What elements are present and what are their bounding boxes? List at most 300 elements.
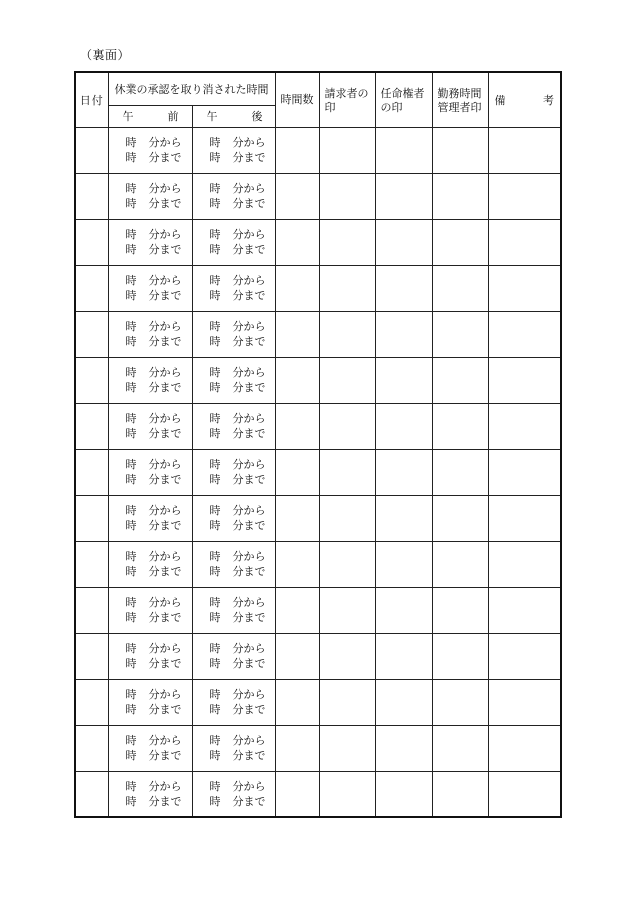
hour-label: 時: [125, 458, 137, 471]
afternoon-until-line: [210, 380, 275, 395]
minute-from-label: 分から: [232, 182, 266, 195]
morning-header-char2: 前: [167, 110, 179, 123]
morning-time-cell[interactable]: [108, 587, 192, 633]
minute-until-label: 分まで: [232, 749, 266, 762]
hour-label: 時: [209, 228, 221, 241]
minute-until-label: 分まで: [148, 565, 182, 578]
minute-until-label: 分まで: [148, 381, 182, 394]
appointer-seal-cell[interactable]: [375, 357, 432, 403]
minute-until-label: 分まで: [232, 565, 266, 578]
minute-from-label: 分から: [148, 688, 182, 701]
minute-until-label: 分まで: [232, 335, 266, 348]
hour-label: 時: [209, 151, 221, 164]
morning-from-line: [126, 227, 192, 242]
morning-from-line: [126, 687, 192, 702]
hour-label: 時: [209, 274, 221, 287]
requester-seal-cell[interactable]: [319, 771, 375, 817]
manager-seal-cell[interactable]: [432, 771, 488, 817]
hours-cell[interactable]: [275, 357, 319, 403]
manager-seal-cell[interactable]: [432, 219, 488, 265]
date-cell[interactable]: [75, 771, 108, 817]
minute-from-label: 分から: [232, 688, 266, 701]
morning-time-cell[interactable]: [108, 633, 192, 679]
minute-until-label: 分まで: [232, 794, 266, 808]
afternoon-time-cell[interactable]: [192, 495, 275, 541]
hour-label: 時: [125, 274, 137, 287]
requester-seal-cell[interactable]: [319, 495, 375, 541]
table-row: [75, 265, 561, 311]
manager-header-line1: 勤務時間: [437, 87, 482, 100]
requester-seal-cell[interactable]: [319, 403, 375, 449]
remarks-cell[interactable]: [488, 633, 561, 679]
morning-time-cell[interactable]: [108, 311, 192, 357]
afternoon-from-line: [210, 733, 275, 748]
morning-until-line: [126, 472, 192, 487]
afternoon-time-cell[interactable]: [192, 449, 275, 495]
morning-until-line: [126, 794, 192, 809]
date-cell[interactable]: [75, 357, 108, 403]
hour-label: 時: [209, 642, 221, 655]
afternoon-from-line: [210, 319, 275, 334]
minute-until-label: 分まで: [148, 289, 182, 302]
remarks-cell[interactable]: [488, 357, 561, 403]
afternoon-from-line: [210, 135, 275, 150]
manager-seal-cell[interactable]: [432, 633, 488, 679]
requester-seal-cell[interactable]: [319, 127, 375, 173]
hour-label: 時: [209, 458, 221, 471]
hour-label: 時: [125, 749, 137, 762]
afternoon-from-line: [210, 457, 275, 472]
remarks-cell[interactable]: [488, 679, 561, 725]
minute-until-label: 分まで: [148, 657, 182, 670]
appointer-seal-cell[interactable]: [375, 219, 432, 265]
morning-until-line: [126, 380, 192, 395]
manager-seal-cell[interactable]: [432, 495, 488, 541]
hour-label: 時: [209, 289, 221, 302]
minute-from-label: 分から: [148, 182, 182, 195]
afternoon-time-cell[interactable]: [192, 219, 275, 265]
remarks-cell[interactable]: [488, 449, 561, 495]
minute-from-label: 分から: [148, 458, 182, 471]
hours-cell[interactable]: [275, 495, 319, 541]
remarks-cell[interactable]: [488, 403, 561, 449]
morning-from-line: [126, 135, 192, 150]
hours-cell[interactable]: [275, 725, 319, 771]
afternoon-until-line: [210, 702, 275, 717]
minute-from-label: 分から: [232, 366, 266, 379]
table-row: [75, 587, 561, 633]
morning-time-cell[interactable]: [108, 725, 192, 771]
afternoon-until-line: [210, 150, 275, 165]
date-cell[interactable]: [75, 403, 108, 449]
hours-cell[interactable]: [275, 679, 319, 725]
table-row: [75, 403, 561, 449]
appointer-seal-cell[interactable]: [375, 449, 432, 495]
minute-until-label: 分まで: [148, 703, 182, 716]
morning-from-line: [126, 365, 192, 380]
minute-from-label: 分から: [232, 274, 266, 287]
requester-seal-cell[interactable]: [319, 265, 375, 311]
minute-until-label: 分まで: [232, 197, 266, 210]
appointer-header-line1: 任命権者: [380, 87, 425, 100]
hour-label: 時: [209, 657, 221, 670]
hours-cell[interactable]: [275, 587, 319, 633]
afternoon-from-line: [210, 273, 275, 288]
minute-until-label: 分まで: [232, 657, 266, 670]
date-cell[interactable]: [75, 541, 108, 587]
appointer-seal-column-header: [375, 72, 432, 127]
requester-seal-cell[interactable]: [319, 449, 375, 495]
hour-label: 時: [125, 427, 137, 440]
manager-seal-cell[interactable]: [432, 587, 488, 633]
remarks-cell[interactable]: [488, 587, 561, 633]
afternoon-column-header: [192, 105, 275, 127]
afternoon-until-line: [210, 610, 275, 625]
hour-label: 時: [209, 243, 221, 256]
hour-label: 時: [125, 734, 137, 747]
minute-from-label: 分から: [232, 458, 266, 471]
table-row: [75, 541, 561, 587]
requester-seal-cell[interactable]: [319, 633, 375, 679]
hour-label: 時: [209, 779, 221, 793]
remarks-header-char2: 考: [543, 93, 554, 107]
afternoon-header-char2: 後: [251, 110, 263, 123]
minute-from-label: 分から: [232, 504, 266, 517]
afternoon-time-cell[interactable]: [192, 265, 275, 311]
minute-until-label: 分まで: [232, 519, 266, 532]
afternoon-time-cell[interactable]: [192, 403, 275, 449]
appointer-seal-cell[interactable]: [375, 265, 432, 311]
minute-from-label: 分から: [232, 412, 266, 425]
hour-label: 時: [125, 228, 137, 241]
appointer-seal-cell[interactable]: [375, 725, 432, 771]
hours-cell[interactable]: [275, 219, 319, 265]
morning-from-line: [126, 181, 192, 196]
afternoon-from-line: [210, 181, 275, 196]
minute-from-label: 分から: [232, 596, 266, 609]
remarks-cell[interactable]: [488, 219, 561, 265]
minute-until-label: 分まで: [232, 151, 266, 164]
afternoon-from-line: [210, 641, 275, 656]
minute-until-label: 分まで: [148, 335, 182, 348]
hours-cell[interactable]: [275, 127, 319, 173]
requester-seal-cell[interactable]: [319, 587, 375, 633]
hour-label: 時: [125, 688, 137, 701]
afternoon-until-line: [210, 334, 275, 349]
hour-label: 時: [209, 136, 221, 149]
minute-until-label: 分まで: [232, 703, 266, 716]
morning-from-line: [126, 273, 192, 288]
afternoon-until-line: [210, 748, 275, 763]
minute-until-label: 分まで: [232, 243, 266, 256]
hour-label: 時: [125, 473, 137, 486]
revoked-leave-hours-table: [74, 71, 562, 818]
hour-label: 時: [125, 565, 137, 578]
morning-until-line: [126, 518, 192, 533]
afternoon-time-cell[interactable]: [192, 725, 275, 771]
minute-from-label: 分から: [148, 642, 182, 655]
appointer-header-line2: の印: [380, 101, 403, 114]
hour-label: 時: [125, 794, 137, 808]
remarks-cell[interactable]: [488, 725, 561, 771]
morning-until-line: [126, 426, 192, 441]
table-row: [75, 771, 561, 817]
minute-from-label: 分から: [148, 136, 182, 149]
afternoon-time-cell[interactable]: [192, 127, 275, 173]
minute-until-label: 分まで: [148, 519, 182, 532]
morning-time-cell[interactable]: [108, 403, 192, 449]
hour-label: 時: [209, 519, 221, 532]
morning-until-line: [126, 610, 192, 625]
afternoon-from-line: [210, 503, 275, 518]
date-cell[interactable]: [75, 633, 108, 679]
morning-from-line: [126, 503, 192, 518]
minute-from-label: 分から: [232, 228, 266, 241]
hour-label: 時: [209, 688, 221, 701]
date-cell[interactable]: [75, 173, 108, 219]
minute-from-label: 分から: [148, 274, 182, 287]
morning-header-char1: 午: [122, 110, 134, 123]
morning-until-line: [126, 196, 192, 211]
hour-label: 時: [209, 197, 221, 210]
table-row: [75, 311, 561, 357]
afternoon-header-char1: 午: [206, 110, 218, 123]
table-row: [75, 633, 561, 679]
hours-cell[interactable]: [275, 771, 319, 817]
hour-label: 時: [125, 335, 137, 348]
morning-from-line: [126, 411, 192, 426]
afternoon-from-line: [210, 227, 275, 242]
hour-label: 時: [125, 657, 137, 670]
afternoon-time-cell[interactable]: [192, 541, 275, 587]
afternoon-time-cell[interactable]: [192, 633, 275, 679]
minute-from-label: 分から: [232, 136, 266, 149]
hour-label: 時: [125, 151, 137, 164]
afternoon-from-line: [210, 411, 275, 426]
minute-until-label: 分まで: [148, 749, 182, 762]
appointer-seal-cell[interactable]: [375, 633, 432, 679]
hour-label: 時: [125, 703, 137, 716]
hour-label: 時: [125, 182, 137, 195]
afternoon-time-cell[interactable]: [192, 311, 275, 357]
morning-time-cell[interactable]: [108, 449, 192, 495]
revoked-time-group-header: 休業の承認を取り消された時間: [108, 72, 275, 105]
appointer-seal-cell[interactable]: [375, 173, 432, 219]
minute-from-label: 分から: [148, 504, 182, 517]
manager-seal-cell[interactable]: [432, 541, 488, 587]
hour-label: 時: [209, 565, 221, 578]
morning-from-line: [126, 457, 192, 472]
minute-until-label: 分まで: [148, 611, 182, 624]
hour-label: 時: [125, 197, 137, 210]
minute-from-label: 分から: [148, 734, 182, 747]
hour-label: 時: [125, 412, 137, 425]
appointer-seal-cell[interactable]: [375, 403, 432, 449]
hours-column-header: 時間数: [275, 72, 319, 127]
hour-label: 時: [125, 550, 137, 563]
hour-label: 時: [209, 550, 221, 563]
afternoon-time-cell[interactable]: [192, 357, 275, 403]
hours-cell[interactable]: [275, 265, 319, 311]
manager-seal-cell[interactable]: [432, 449, 488, 495]
hour-label: 時: [209, 794, 221, 808]
table-row: [75, 495, 561, 541]
afternoon-from-line: [210, 365, 275, 380]
minute-from-label: 分から: [148, 412, 182, 425]
remarks-cell[interactable]: [488, 173, 561, 219]
requester-seal-cell[interactable]: [319, 541, 375, 587]
table-row: [75, 449, 561, 495]
morning-from-line: [126, 733, 192, 748]
morning-until-line: [126, 288, 192, 303]
afternoon-until-line: [210, 656, 275, 671]
morning-from-line: [126, 319, 192, 334]
minute-from-label: 分から: [232, 320, 266, 333]
date-cell[interactable]: [75, 449, 108, 495]
minute-until-label: 分まで: [148, 427, 182, 440]
hour-label: 時: [209, 182, 221, 195]
morning-time-cell[interactable]: [108, 219, 192, 265]
hour-label: 時: [125, 611, 137, 624]
morning-until-line: [126, 702, 192, 717]
morning-time-cell[interactable]: [108, 173, 192, 219]
morning-time-cell[interactable]: [108, 771, 192, 817]
appointer-seal-cell[interactable]: [375, 311, 432, 357]
manager-seal-cell[interactable]: [432, 403, 488, 449]
minute-until-label: 分まで: [232, 289, 266, 302]
remarks-cell[interactable]: [488, 771, 561, 817]
appointer-seal-cell[interactable]: [375, 127, 432, 173]
requester-seal-cell[interactable]: [319, 173, 375, 219]
morning-time-cell[interactable]: [108, 679, 192, 725]
morning-time-cell[interactable]: [108, 541, 192, 587]
hour-label: 時: [209, 335, 221, 348]
morning-from-line: [126, 549, 192, 564]
date-cell[interactable]: [75, 219, 108, 265]
requester-seal-cell[interactable]: [319, 725, 375, 771]
afternoon-from-line: [210, 687, 275, 702]
hour-label: 時: [209, 611, 221, 624]
table-body: [75, 127, 561, 817]
morning-time-cell[interactable]: [108, 357, 192, 403]
minute-until-label: 分まで: [148, 794, 182, 808]
date-cell[interactable]: [75, 265, 108, 311]
date-cell[interactable]: [75, 311, 108, 357]
afternoon-from-line: [210, 549, 275, 564]
morning-until-line: [126, 656, 192, 671]
hour-label: 時: [125, 381, 137, 394]
appointer-seal-cell[interactable]: [375, 679, 432, 725]
minute-until-label: 分まで: [232, 473, 266, 486]
remarks-cell[interactable]: [488, 541, 561, 587]
minute-from-label: 分から: [148, 596, 182, 609]
afternoon-until-line: [210, 196, 275, 211]
remarks-cell[interactable]: [488, 311, 561, 357]
remarks-cell[interactable]: [488, 265, 561, 311]
minute-until-label: 分まで: [232, 427, 266, 440]
appointer-seal-cell[interactable]: [375, 587, 432, 633]
date-cell[interactable]: [75, 679, 108, 725]
minute-until-label: 分まで: [148, 197, 182, 210]
morning-until-line: [126, 242, 192, 257]
minute-until-label: 分まで: [232, 381, 266, 394]
date-cell[interactable]: [75, 127, 108, 173]
hour-label: 時: [125, 366, 137, 379]
manager-seal-cell[interactable]: [432, 173, 488, 219]
hours-cell[interactable]: [275, 541, 319, 587]
date-cell[interactable]: [75, 495, 108, 541]
afternoon-time-cell[interactable]: [192, 771, 275, 817]
afternoon-until-line: [210, 242, 275, 257]
hour-label: 時: [209, 366, 221, 379]
hour-label: 時: [125, 642, 137, 655]
manager-seal-cell[interactable]: [432, 725, 488, 771]
requester-header-line2: 印: [324, 101, 336, 114]
manager-seal-cell[interactable]: [432, 357, 488, 403]
hours-cell[interactable]: [275, 311, 319, 357]
table-row: [75, 219, 561, 265]
afternoon-until-line: [210, 518, 275, 533]
appointer-seal-cell[interactable]: [375, 541, 432, 587]
table-row: [75, 357, 561, 403]
afternoon-from-line: [210, 595, 275, 610]
afternoon-time-cell[interactable]: [192, 679, 275, 725]
hour-label: 時: [209, 381, 221, 394]
afternoon-from-line: [210, 779, 275, 794]
remarks-cell[interactable]: [488, 495, 561, 541]
minute-until-label: 分まで: [232, 611, 266, 624]
requester-seal-column-header: [319, 72, 375, 127]
requester-seal-cell[interactable]: [319, 219, 375, 265]
afternoon-time-cell[interactable]: [192, 173, 275, 219]
morning-time-cell[interactable]: [108, 127, 192, 173]
afternoon-time-cell[interactable]: [192, 587, 275, 633]
requester-seal-cell[interactable]: [319, 311, 375, 357]
requester-seal-cell[interactable]: [319, 679, 375, 725]
appointer-seal-cell[interactable]: [375, 495, 432, 541]
hours-cell[interactable]: [275, 403, 319, 449]
manager-seal-cell[interactable]: [432, 265, 488, 311]
remarks-cell[interactable]: [488, 127, 561, 173]
hours-cell[interactable]: [275, 173, 319, 219]
afternoon-until-line: [210, 426, 275, 441]
manager-seal-cell[interactable]: [432, 311, 488, 357]
minute-from-label: 分から: [232, 779, 266, 793]
hour-label: 時: [125, 320, 137, 333]
requester-seal-cell[interactable]: [319, 357, 375, 403]
manager-seal-cell[interactable]: [432, 127, 488, 173]
hour-label: 時: [125, 779, 137, 793]
hour-label: 時: [209, 596, 221, 609]
minute-from-label: 分から: [232, 642, 266, 655]
hours-cell[interactable]: [275, 449, 319, 495]
morning-time-cell[interactable]: [108, 265, 192, 311]
minute-from-label: 分から: [148, 779, 182, 793]
date-cell[interactable]: [75, 725, 108, 771]
hours-cell[interactable]: [275, 633, 319, 679]
table-row: [75, 725, 561, 771]
remarks-column-header: [488, 72, 561, 127]
morning-from-line: [126, 595, 192, 610]
table-row: [75, 679, 561, 725]
morning-time-cell[interactable]: [108, 495, 192, 541]
morning-column-header: [108, 105, 192, 127]
table-row: [75, 173, 561, 219]
requester-header-line1: 請求者の: [324, 87, 369, 100]
manager-seal-cell[interactable]: [432, 679, 488, 725]
date-cell[interactable]: [75, 587, 108, 633]
appointer-seal-cell[interactable]: [375, 771, 432, 817]
